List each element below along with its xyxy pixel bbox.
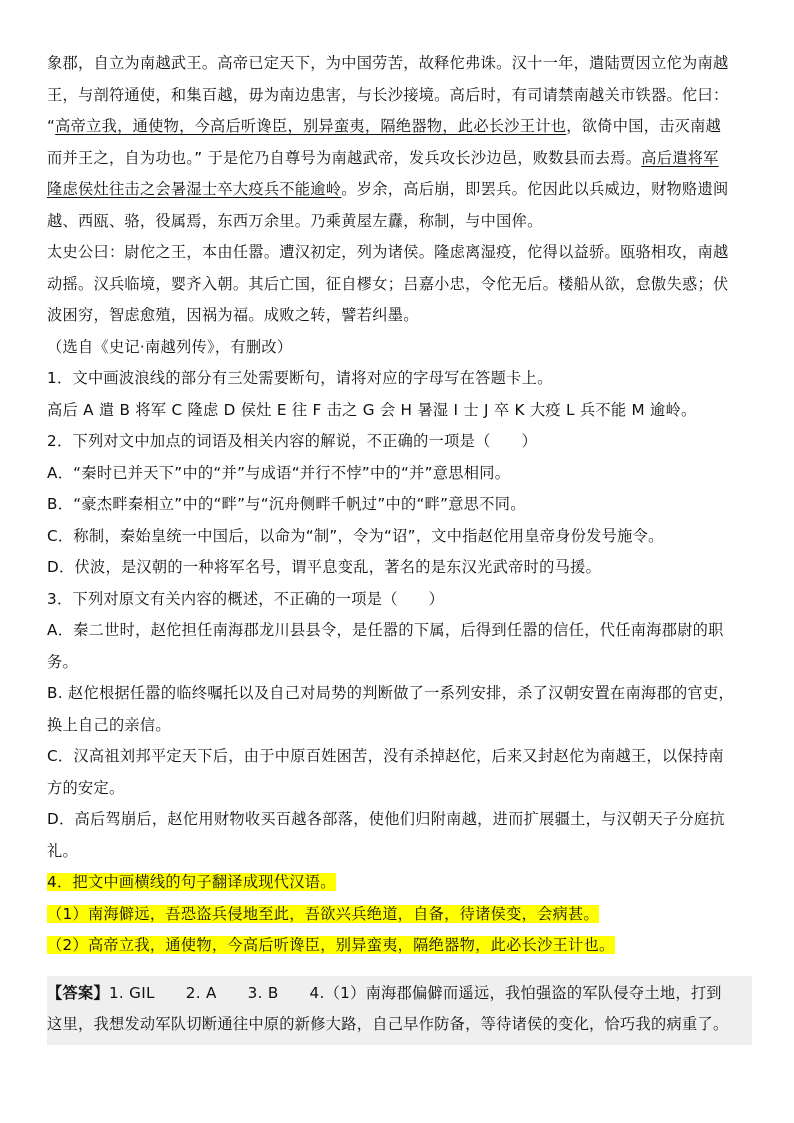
question-3-option-a-cont: 务。 [47, 652, 78, 671]
question-4-item-2 [47, 930, 752, 962]
question-3-option-a: A．秦二世时，赵佗担任南海郡龙川县县令，是任嚣的下属，后得到任嚣的信任，代任南海郡尉的职 [47, 621, 724, 639]
answer-label: 【答案】 [47, 983, 109, 1002]
passage-line: 波困穷，智虑愈殖，因祸为福。成败之转，譬若纠墨。 [47, 306, 419, 324]
question-3-option-d: D．高后驾崩后，赵佗用财物收买百越各部落，使他们归附南越，进而扩展疆土，与汉朝天子分庭抗 [47, 810, 725, 828]
question-3: 3．下列对原文有关内容的概述，不正确的一项是（ ） [47, 589, 445, 608]
passage-line: 动摇。汉兵临境，婴齐入朝。其后亡国，征自樛女；吕嘉小忠，令佗无后。楼船从欲，怠傲失惑；伏 [47, 274, 729, 293]
underlined-sentence: 高帝立我，通使物，今高后听谗臣，别异蛮夷，隔绝器物，此必长沙王计也 [55, 117, 567, 135]
highlighted-text: （2）高帝立我，通使物，今高后听谗臣，别异蛮夷，隔绝器物，此必长沙王计也。 [47, 936, 615, 954]
passage-text: 而并王之，自为功也。” 于是佗乃自尊号为南越武帝，发兵攻长沙边邑，败数县而去焉。 [47, 148, 642, 167]
quote-open: “ [47, 117, 56, 135]
passage-line: 越、西瓯、骆，役属焉，东西万余里。乃乘黄屋左纛，称制，与中国侔。 [47, 211, 543, 230]
wavy-line-text: 高后遣将军 [641, 148, 719, 167]
question-1: 1．文中画波浪线的部分有三处需要断句，请将对应的字母写在答题卡上。 [47, 369, 553, 387]
question-3-option-b-cont: 换上自己的亲信。 [47, 715, 171, 734]
question-2-option-d: D．伏波，是汉朝的一种将军名号，谓平息变乱，著名的是东汉光武帝时的马援。 [47, 558, 602, 576]
highlighted-text: 4．把文中画横线的句子翻译成现代汉语。 [47, 873, 336, 891]
passage-text: ，欲倚中国，击灭南越 [566, 117, 722, 135]
question-4-item-1 [47, 899, 752, 931]
passage-line: 太史公曰：尉佗之王，本由任嚣。遭汉初定，列为诸侯。隆虑离湿疫，佗得以益骄。瓯骆相攻，南越 [47, 243, 729, 261]
passage-line [47, 111, 752, 143]
question-3-option-d-cont: 礼。 [47, 841, 78, 860]
question-4 [47, 867, 752, 899]
passage-line: 象郡，自立为南越武王。高帝已定天下，为中国劳苦，故释佗弗诛。汉十一年，遣陆贾因立佗为南越 [47, 54, 729, 72]
passage-text: 。岁余，高后崩，即罢兵。佗因此以兵威边，财物赂遗闽 [341, 180, 729, 198]
source-citation: （选自《史记·南越列传》，有删改） [47, 337, 293, 356]
answer-block [47, 976, 752, 1045]
question-2-option-b: B．“豪杰畔秦相立”中的“畔”与“沉舟侧畔千帆过”中的“畔”意思不同。 [47, 495, 526, 513]
document-page [47, 48, 752, 1045]
highlighted-text: （1）南海僻远，吾恐盗兵侵地至此，吾欲兴兵绝道，自备，待诸侯变，会病甚。 [47, 904, 600, 923]
passage-line [47, 143, 752, 175]
passage-line: 王，与剖符通使，和集百越，毋为南边患害，与长沙接境。高后时，有司请禁南越关市铁器。佗曰： [47, 85, 729, 104]
question-2-option-a: A．“秦时已并天下”中的“并”与成语“并行不悖”中的“并”意思相同。 [47, 463, 511, 482]
answer-text: 1. GIL 2. A 3. B 4.（1）南海郡偏僻而遥远，我怕强盗的军队侵夺土地，打到 [108, 983, 722, 1002]
passage-line [47, 174, 752, 206]
question-1-text: 高后 A 遣 B 将军 C 隆虑 D 侯灶 E 往 F 击之 G 会 H 暑湿 I 士 J 卒 K 大疫 L 兵不能 M 逾岭。 [47, 400, 697, 419]
question-2-option-c: C．称制，秦始皇统一中国后，以命为“制”，令为“诏”，文中指赵佗用皇帝身份发号施令。 [47, 526, 664, 545]
question-3-option-b: B. 赵佗根据任嚣的临终嘱托以及自己对局势的判断做了一系列安排，杀了汉朝安置在南海郡的官吏， [47, 684, 734, 702]
question-2: 2．下列对文中加点的词语及相关内容的解说，不正确的一项是（ ） [47, 432, 538, 450]
spacer [47, 962, 752, 976]
wavy-line-text: 隆虑侯灶往击之会暑湿士卒大疫兵不能逾岭 [47, 180, 342, 198]
answer-line-1 [47, 978, 752, 1010]
question-3-option-c-cont: 方的安定。 [47, 778, 125, 797]
question-3-option-c: C．汉高祖刘邦平定天下后，由于中原百姓困苦，没有杀掉赵佗，后来又封赵佗为南越王，以保持南 [47, 747, 724, 765]
answer-line-2: 这里，我想发动军队切断通往中原的新修大路，自己早作防备，等待诸侯的变化，恰巧我的病重了。 [47, 1015, 729, 1033]
